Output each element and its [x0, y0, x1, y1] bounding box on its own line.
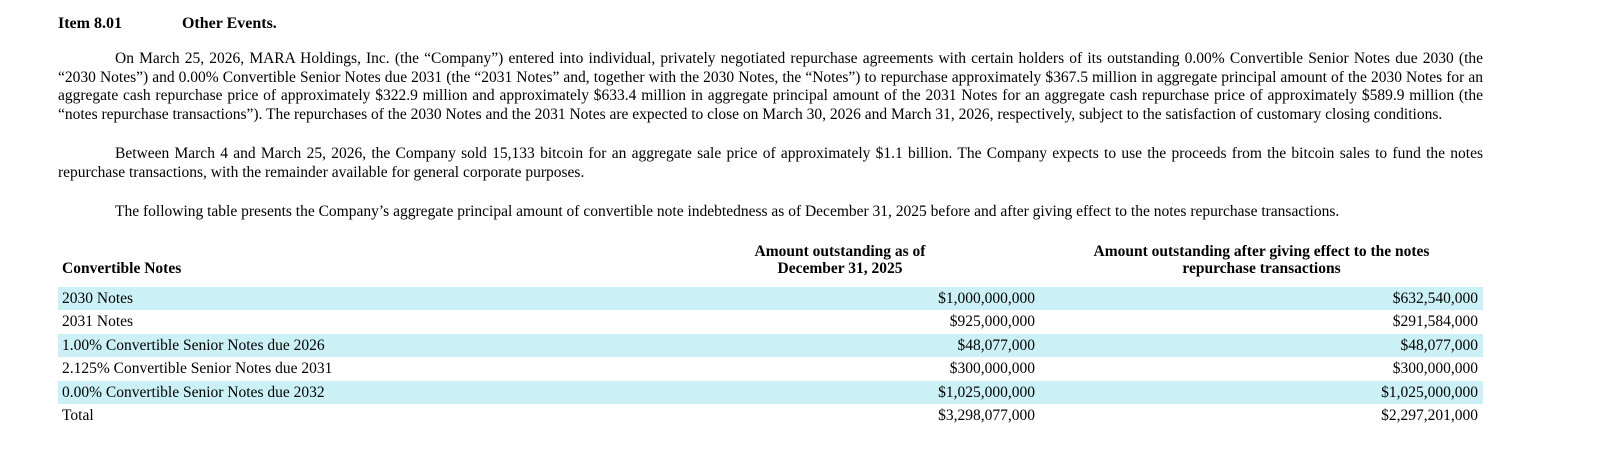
note-label-cell: Total: [62, 407, 94, 424]
header-convertible-notes: Convertible Notes: [62, 260, 182, 277]
header-amount-after-line2: repurchase transactions: [1182, 260, 1341, 277]
header-amount-before-line2: December 31, 2025: [777, 260, 903, 277]
amount-before-cell: $1,000,000,000: [640, 287, 1040, 311]
table-row: [58, 310, 1483, 334]
note-label-cell: 0.00% Convertible Senior Notes due 2032: [58, 381, 640, 405]
header-amount-after: [1040, 243, 1483, 287]
amount-after-cell: $632,540,000: [1040, 287, 1483, 311]
amount-before-cell: $1,025,000,000: [640, 381, 1040, 405]
paragraph-bitcoin-sales: Between March 4 and March 25, 2026, the Company sold 15,133 bitcoin for an aggregate sale price of approximately $1.1 billion. The Company expects to use the proceeds from the bitcoin sales to fund the notes repurchase transactions, with the remainder available for general corporate purposes.: [58, 145, 1483, 181]
amount-after-cell: $2,297,201,000: [1381, 407, 1478, 424]
item-number: Item 8.01: [58, 15, 122, 32]
table-row-total: [58, 404, 1483, 428]
table-row: [58, 334, 1483, 358]
amount-before-cell: $925,000,000: [949, 313, 1035, 330]
header-amount-before-line1: Amount outstanding as of: [754, 242, 926, 260]
section-title: Other Events.: [181, 15, 277, 32]
note-label-cell: 1.00% Convertible Senior Notes due 2026: [58, 334, 640, 358]
header-amount-before: [640, 243, 1040, 287]
amount-after-cell: $291,584,000: [1392, 313, 1478, 330]
table-row: [58, 381, 1483, 405]
section-heading: [58, 14, 1483, 33]
header-amount-after-line1: Amount outstanding after giving effect to the notes: [1093, 242, 1430, 260]
amount-before-cell: $48,077,000: [640, 334, 1040, 358]
table-row: [58, 357, 1483, 381]
paragraph-repurchase-agreements: On March 25, 2026, MARA Holdings, Inc. (the “Company”) entered into individual, privately negotiated repurchase agreements with certain holders of its outstanding 0.00% Convertible Senior Notes due 2030 (the “2030 Notes”) and 0.00% Convertible Senior Notes due 2031 (the “2031 Notes” and, together with the 2030 Notes, the “Notes”) to repurchase approximately $367.5 million in aggregate principal amount of the 2030 Notes for an aggregate cash repurchase price of approximately $322.9 million and approximately $633.4 million in aggregate principal amount of the 2031 Notes for an aggregate cash repurchase price of approximately $589.9 million (the “notes repurchase transactions”). The repurchases of the 2030 Notes and the 2031 Notes are expected to close on March 30, 2026 and March 31, 2026, respectively, subject to the satisfaction of customary closing conditions.: [58, 50, 1483, 123]
convertible-notes-table: [58, 243, 1483, 428]
amount-after-cell: $300,000,000: [1392, 360, 1478, 377]
table-row: [58, 287, 1483, 311]
note-label-cell: 2.125% Convertible Senior Notes due 2031: [62, 360, 333, 377]
note-label-cell: 2031 Notes: [62, 313, 134, 330]
amount-after-cell: $48,077,000: [1040, 334, 1483, 358]
paragraph-table-intro: The following table presents the Company’s aggregate principal amount of convertible note indebtedness as of December 31, 2025 before and after giving effect to the notes repurchase transactions.: [115, 203, 1340, 220]
amount-after-cell: $1,025,000,000: [1040, 381, 1483, 405]
amount-before-cell: $3,298,077,000: [938, 407, 1035, 424]
table-header-row: [58, 243, 1483, 287]
note-label-cell: 2030 Notes: [58, 287, 640, 311]
amount-before-cell: $300,000,000: [949, 360, 1035, 377]
